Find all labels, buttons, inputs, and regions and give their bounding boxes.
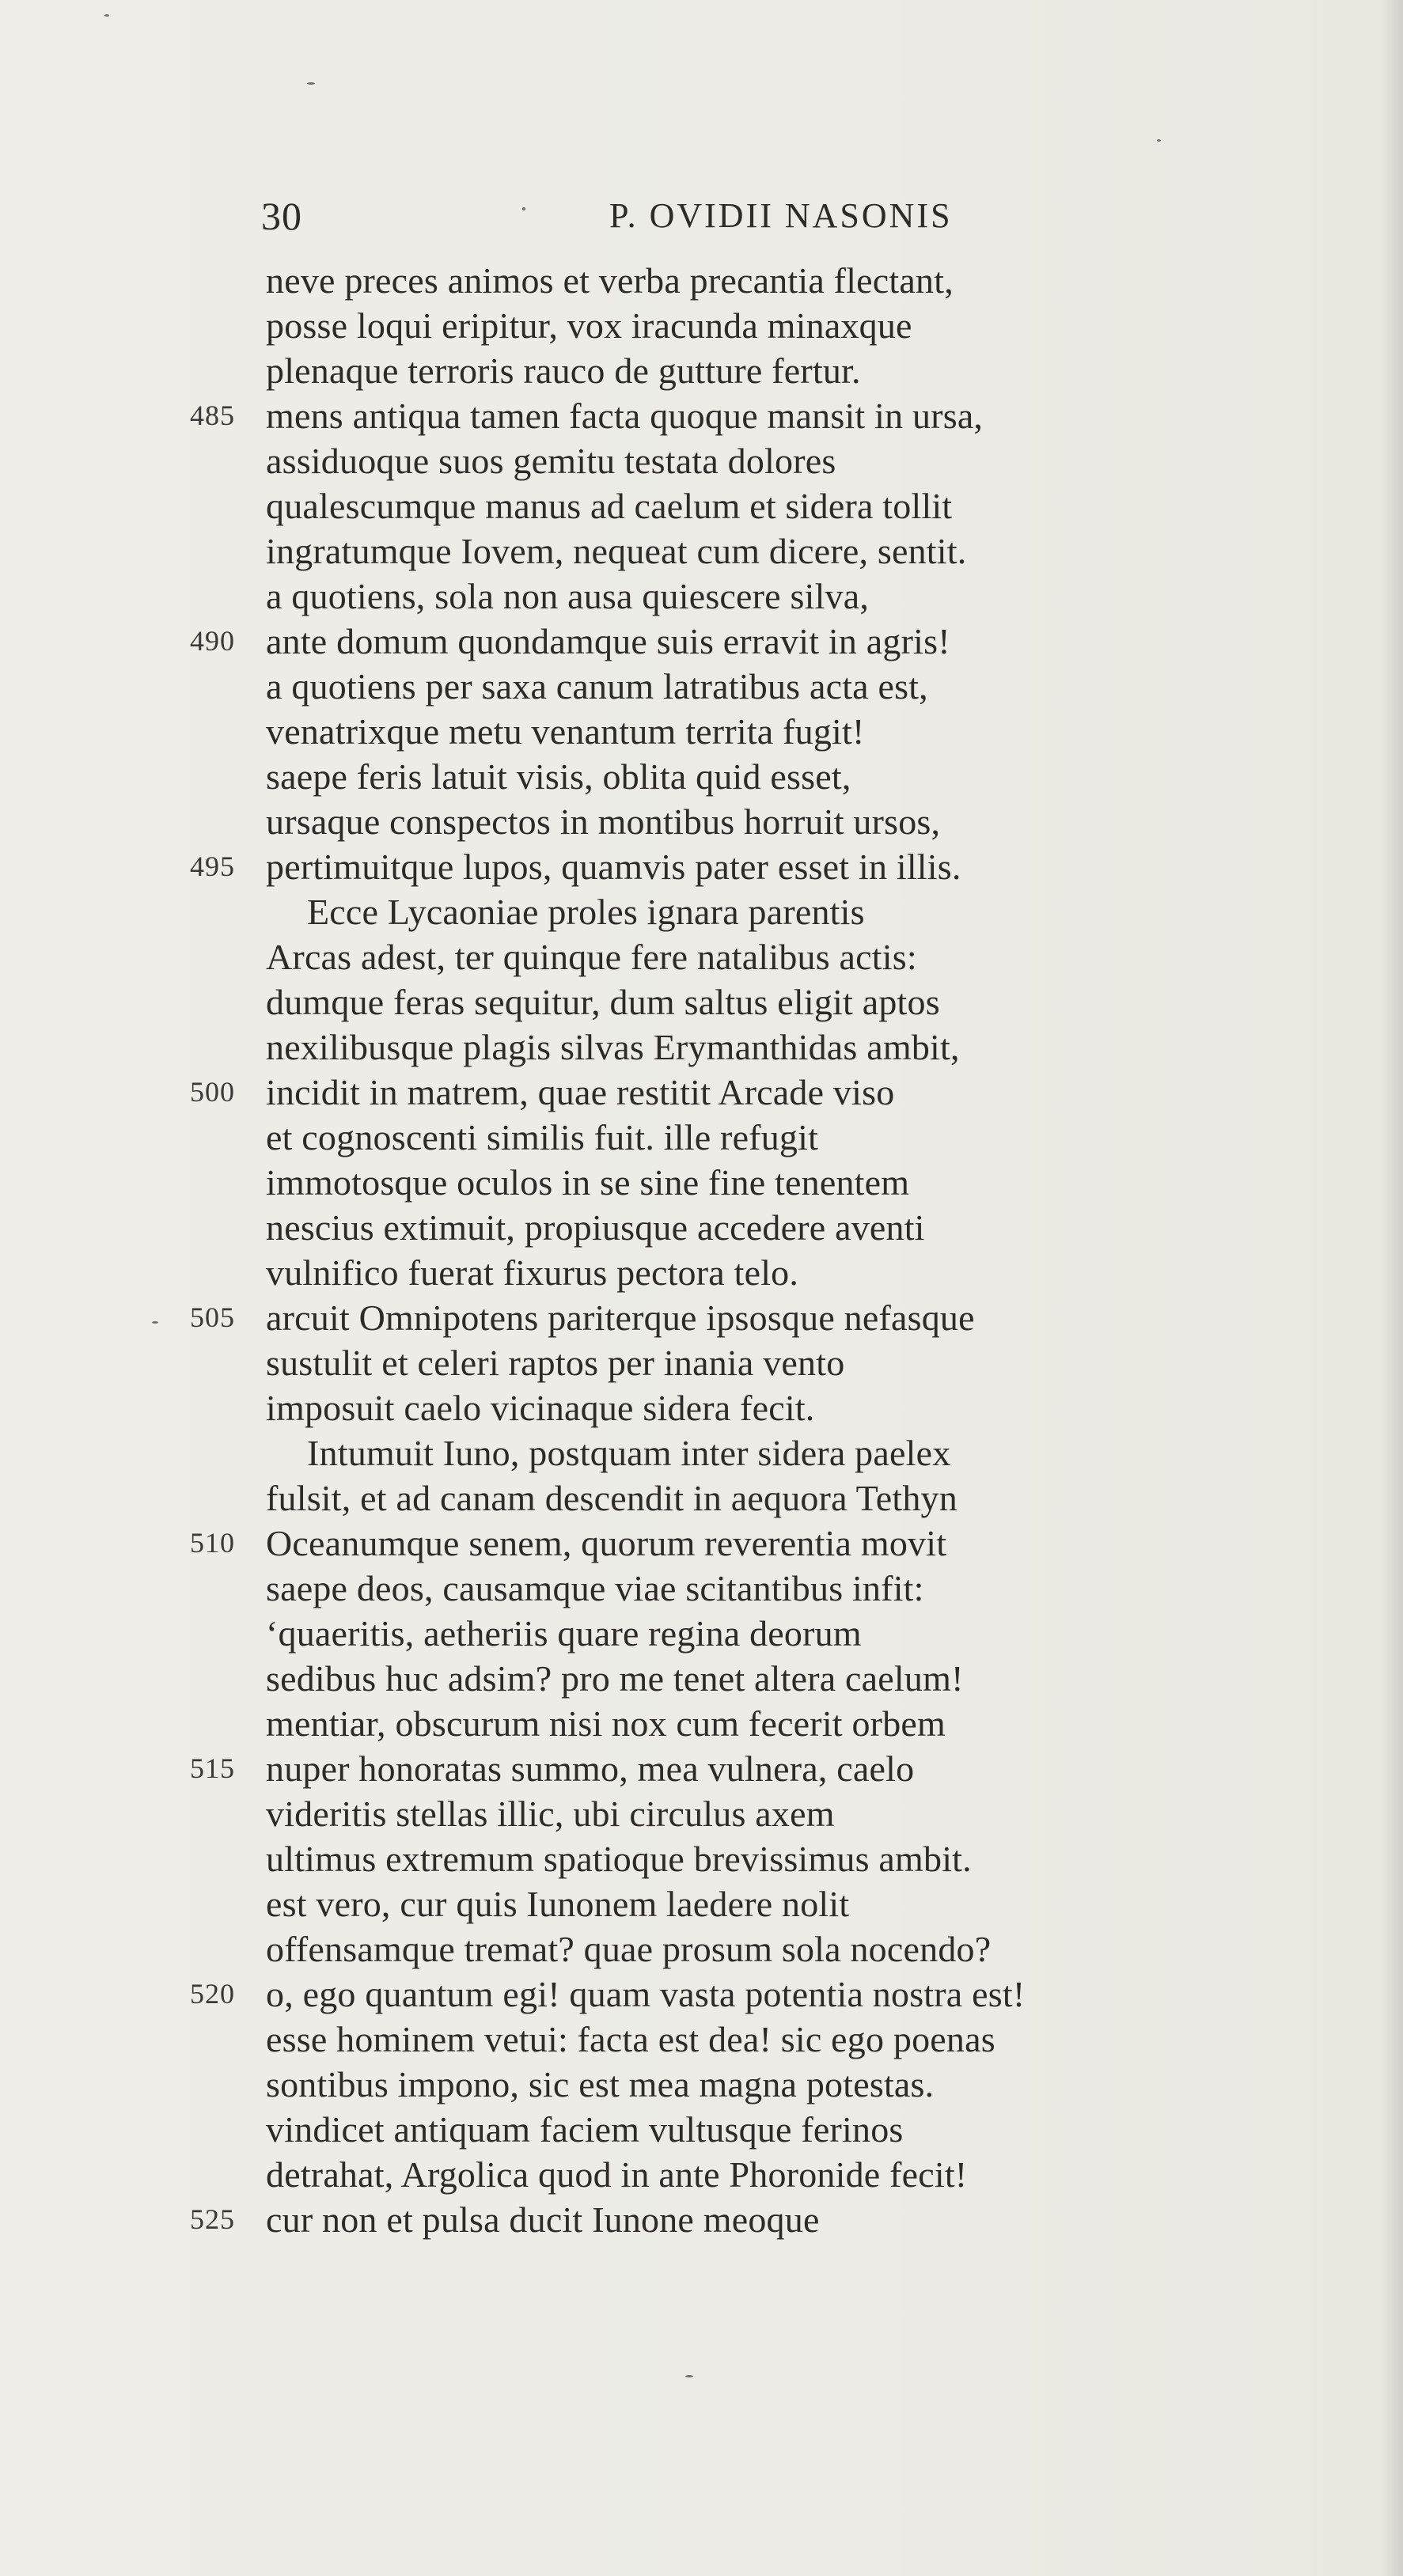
verse-line — [0, 799, 1403, 844]
paper-speck — [685, 2375, 693, 2377]
verse-line — [0, 1972, 1403, 2017]
line-text: incidit in matrem, quae restitit Arcade viso — [266, 1072, 895, 1112]
line-text: neve preces animos et verba precantia flectant, — [266, 260, 954, 301]
verse-line — [0, 393, 1403, 438]
verse-line — [0, 1746, 1403, 1791]
verse-line — [0, 754, 1403, 799]
line-text: offensamque tremat? quae prosum sola nocendo? — [266, 1929, 992, 1969]
line-text: arcuit Omnipotens pariterque ipsosque nefasque — [266, 1297, 975, 1338]
line-number: 490 — [190, 625, 235, 657]
verse-line — [0, 1566, 1403, 1611]
verse-line — [0, 483, 1403, 528]
verse-line — [0, 1836, 1403, 1881]
line-number: 485 — [190, 400, 235, 431]
paper-speck — [307, 82, 315, 85]
line-text: venatrixque metu venantum territa fugit! — [266, 711, 865, 752]
line-text: ultimus extremum spatioque brevissimus ambit. — [266, 1839, 972, 1879]
line-text: mens antiqua tamen facta quoque mansit in ursa, — [266, 396, 984, 436]
line-text: mentiar, obscurum nisi nox cum fecerit orbem — [266, 1703, 946, 1744]
line-text: nuper honoratas summo, mea vulnera, caelo — [266, 1748, 915, 1789]
line-text: sustulit et celeri raptos per inania vento — [266, 1343, 845, 1383]
verse-line — [0, 619, 1403, 664]
verse-line — [0, 1205, 1403, 1250]
verse-line — [0, 889, 1403, 934]
verse-line — [0, 1476, 1403, 1521]
line-number: 505 — [190, 1301, 235, 1333]
verse-line — [0, 574, 1403, 619]
verse-line — [0, 1070, 1403, 1115]
line-text: vindicet antiquam faciem vultusque ferinos — [266, 2109, 904, 2150]
line-text: plenaque terroris rauco de gutture fertur. — [266, 350, 861, 391]
verse-line — [0, 1160, 1403, 1205]
line-text: cur non et pulsa ducit Iunone meoque — [266, 2199, 820, 2240]
line-text: Ecce Lycaoniae proles ignara parentis — [307, 892, 865, 932]
line-text: Intumuit Iuno, postquam inter sidera paelex — [307, 1433, 951, 1473]
verse-line — [0, 2152, 1403, 2197]
running-head — [261, 188, 989, 244]
line-text: sontibus impono, sic est mea magna potestas. — [266, 2064, 935, 2104]
verse-line — [0, 2062, 1403, 2107]
line-text: fulsit, et ad canam descendit in aequora Tethyn — [266, 1478, 957, 1518]
line-text: saepe deos, causamque viae scitantibus infit: — [266, 1568, 924, 1608]
line-text: nescius extimuit, propiusque accedere aventi — [266, 1207, 925, 1248]
verse-block — [0, 258, 1403, 2242]
verse-line — [0, 1791, 1403, 1836]
verse-line — [0, 2017, 1403, 2062]
line-number: 510 — [190, 1527, 235, 1559]
line-text: qualescumque manus ad caelum et sidera tollit — [266, 486, 953, 526]
verse-line — [0, 664, 1403, 709]
page-number: 30 — [261, 194, 302, 238]
line-text: o, ego quantum egi! quam vasta potentia nostra est! — [266, 1974, 1026, 2014]
line-text: Arcas adest, ter quinque fere natalibus actis: — [266, 937, 917, 977]
verse-line — [0, 1025, 1403, 1070]
line-text: imposuit caelo vicinaque sidera fecit. — [266, 1388, 815, 1428]
verse-line — [0, 844, 1403, 889]
line-text: sedibus huc adsim? pro me tenet altera caelum! — [266, 1658, 964, 1699]
line-number: 495 — [190, 850, 235, 882]
verse-line — [0, 1250, 1403, 1295]
verse-line — [0, 979, 1403, 1025]
line-text: vulnifico fuerat fixurus pectora telo. — [266, 1252, 799, 1293]
line-text: ursaque conspectos in montibus horruit ursos, — [266, 801, 941, 842]
line-number: 515 — [190, 1752, 235, 1784]
line-number: 500 — [190, 1076, 235, 1108]
verse-line — [0, 528, 1403, 574]
verse-line — [0, 1656, 1403, 1701]
line-text: a quotiens per saxa canum latratibus acta est, — [266, 666, 928, 707]
line-text: saepe feris latuit visis, oblita quid esset, — [266, 756, 851, 797]
verse-line — [0, 438, 1403, 483]
line-text: est vero, cur quis Iunonem laedere nolit — [266, 1884, 850, 1924]
line-text: et cognoscenti similis fuit. ille refugit — [266, 1117, 819, 1157]
line-text: ante domum quondamque suis erravit in agris! — [266, 621, 950, 661]
line-text: ingratumque Iovem, nequeat cum dicere, sentit. — [266, 531, 967, 571]
line-text: posse loqui eripitur, vox iracunda minaxque — [266, 305, 912, 346]
verse-line — [0, 303, 1403, 348]
line-text: videritis stellas illic, ubi circulus axem — [266, 1794, 835, 1834]
verse-line — [0, 1521, 1403, 1566]
line-text: nexilibusque plagis silvas Erymanthidas ambit, — [266, 1027, 960, 1067]
paper-speck — [1157, 139, 1161, 142]
verse-line — [0, 1611, 1403, 1656]
line-number: 525 — [190, 2203, 235, 2235]
line-text: dumque feras sequitur, dum saltus eligit aptos — [266, 982, 940, 1022]
line-text: ‘quaeritis, aetheriis quare regina deorum — [266, 1613, 862, 1654]
line-text: detrahat, Argolica quod in ante Phoronide fecit! — [266, 2154, 968, 2195]
line-text: Oceanumque senem, quorum reverentia movit — [266, 1523, 947, 1563]
paper-speck — [104, 14, 109, 17]
line-text: a quotiens, sola non ausa quiescere silva, — [266, 576, 870, 616]
verse-line — [0, 709, 1403, 754]
verse-line — [0, 2107, 1403, 2152]
verse-line — [0, 934, 1403, 979]
line-text: pertimuitque lupos, quamvis pater esset in illis. — [266, 847, 961, 887]
line-text: assiduoque suos gemitu testata dolores — [266, 441, 836, 481]
line-text: immotosque oculos in se sine fine tenentem — [266, 1162, 910, 1203]
verse-line — [0, 348, 1403, 393]
verse-line — [0, 1926, 1403, 1972]
verse-line — [0, 1385, 1403, 1430]
verse-line — [0, 1340, 1403, 1385]
running-title: P. OVIDII NASONIS — [609, 196, 953, 235]
verse-line — [0, 1430, 1403, 1476]
verse-line — [0, 1701, 1403, 1746]
line-number: 520 — [190, 1978, 235, 2010]
verse-line — [0, 1295, 1403, 1340]
line-text: esse hominem vetui: facta est dea! sic ego poenas — [266, 2019, 995, 2059]
verse-line — [0, 258, 1403, 303]
verse-line — [0, 2197, 1403, 2242]
verse-line — [0, 1115, 1403, 1160]
verse-line — [0, 1881, 1403, 1926]
